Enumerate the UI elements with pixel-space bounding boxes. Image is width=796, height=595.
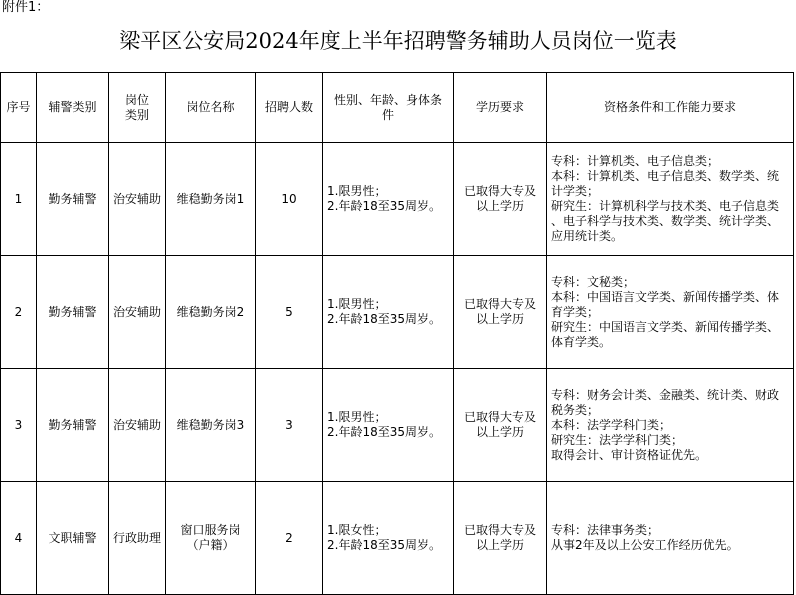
row-requirements-line: 本科：法学学科门类； [551, 417, 672, 432]
row-education-line: 已取得大专及 [463, 523, 536, 537]
row-education [454, 143, 547, 256]
row-aux-type: 勤务辅警 [37, 256, 109, 369]
row-requirements-line: 计学类； [551, 184, 600, 198]
row-requirements [547, 369, 794, 482]
row-no: 3 [1, 369, 37, 482]
row-requirements-line: 专科：文秘类； [551, 274, 636, 289]
col-header-education: 学历要求 [454, 73, 547, 143]
positions-table [0, 72, 794, 595]
table-row [1, 369, 794, 482]
row-post-name-line: 窗口服务岗 [180, 523, 241, 537]
row-education [454, 482, 547, 595]
row-requirements-line: 研究生：计算机科学与技术类、电子信息类 [551, 199, 780, 213]
row-post-type: 治安辅助 [109, 369, 166, 482]
col-header-count: 招聘人数 [256, 73, 323, 143]
row-post-name-line: （户籍） [186, 538, 235, 552]
table-header-row [1, 73, 794, 143]
row-conditions-line: 1.限男性； [327, 184, 387, 198]
row-post-name-line: 维稳勤务岗1 [176, 191, 245, 206]
col-header-aux-type: 辅警类别 [37, 73, 109, 143]
row-requirements-line: 本科：中国语言文学类、新闻传播学类、体 [551, 289, 780, 304]
row-conditions-line: 2.年龄18至35周岁。 [327, 312, 441, 326]
row-post-name [166, 369, 256, 482]
row-requirements-line: 专科：法律事务类； [551, 523, 660, 537]
row-no: 4 [1, 482, 37, 595]
table-row [1, 482, 794, 595]
row-conditions [323, 143, 454, 256]
row-requirements-line: 研究生：法学学科门类； [551, 432, 684, 447]
row-post-name-line: 维稳勤务岗3 [176, 417, 245, 432]
row-post-type: 行政助理 [109, 482, 166, 595]
row-requirements-line: 专科：计算机类、电子信息类； [551, 154, 720, 168]
row-education-line: 以上学历 [475, 425, 524, 439]
row-education [454, 256, 547, 369]
row-post-name-line: 维稳勤务岗2 [176, 304, 245, 319]
row-education-line: 以上学历 [475, 538, 524, 552]
row-education-line: 已取得大专及 [463, 184, 536, 198]
row-requirements-line: 研究生：中国语言文学类、新闻传播学类、 [551, 319, 780, 334]
col-header-requirements: 资格条件和工作能力要求 [547, 73, 794, 143]
row-requirements [547, 482, 794, 595]
row-requirements-line: 育学类； [551, 304, 600, 319]
col-header-no: 序号 [1, 73, 37, 143]
table-row [1, 256, 794, 369]
row-conditions-line: 2.年龄18至35周岁。 [327, 199, 441, 213]
row-conditions-line: 2.年龄18至35周岁。 [327, 538, 441, 552]
row-conditions [323, 256, 454, 369]
annex-label: 附件1： [2, 0, 50, 15]
row-post-name [166, 143, 256, 256]
row-requirements-line: 本科：计算机类、电子信息类、数学类、统 [551, 169, 780, 183]
row-aux-type: 勤务辅警 [37, 369, 109, 482]
row-conditions [323, 369, 454, 482]
row-education-line: 以上学历 [475, 199, 524, 213]
table-row [1, 143, 794, 256]
row-aux-type: 文职辅警 [37, 482, 109, 595]
row-requirements-line: 体育学类。 [551, 334, 612, 349]
page-title: 梁平区公安局2024年度上半年招聘警务辅助人员岗位一览表 [119, 29, 677, 53]
row-conditions [323, 482, 454, 595]
row-post-name [166, 482, 256, 595]
row-count: 3 [256, 369, 323, 482]
row-requirements-line: 、电子科学与技术类、数学类、统计学类、 [551, 214, 780, 228]
row-requirements-line: 取得会计、审计资格证优先。 [551, 447, 708, 462]
row-requirements [547, 143, 794, 256]
row-no: 1 [1, 143, 37, 256]
col-header-post-name: 岗位名称 [166, 73, 256, 143]
row-count: 2 [256, 482, 323, 595]
row-requirements-line: 专科：财务会计类、金融类、统计类、财政 [551, 387, 780, 402]
row-requirements-line: 应用统计类。 [551, 229, 624, 243]
row-post-type: 治安辅助 [109, 143, 166, 256]
row-post-type: 治安辅助 [109, 256, 166, 369]
row-no: 2 [1, 256, 37, 369]
row-requirements-line: 从事2年及以上公安工作经历优先。 [551, 538, 739, 552]
row-aux-type: 勤务辅警 [37, 143, 109, 256]
row-conditions-line: 1.限男性； [327, 297, 387, 311]
row-count: 5 [256, 256, 323, 369]
row-education-line: 已取得大专及 [463, 297, 536, 311]
row-education-line: 已取得大专及 [463, 410, 536, 424]
row-post-name [166, 256, 256, 369]
row-conditions-line: 1.限女性； [327, 523, 387, 537]
col-header-post-type: 岗位 类别 [109, 73, 166, 143]
row-requirements [547, 256, 794, 369]
row-education-line: 以上学历 [475, 312, 524, 326]
col-header-conditions: 性别、年龄、身体条 件 [323, 73, 454, 143]
row-count: 10 [256, 143, 323, 256]
row-requirements-line: 税务类； [551, 402, 600, 417]
row-conditions-line: 2.年龄18至35周岁。 [327, 425, 441, 439]
row-education [454, 369, 547, 482]
row-conditions-line: 1.限男性； [327, 410, 387, 424]
